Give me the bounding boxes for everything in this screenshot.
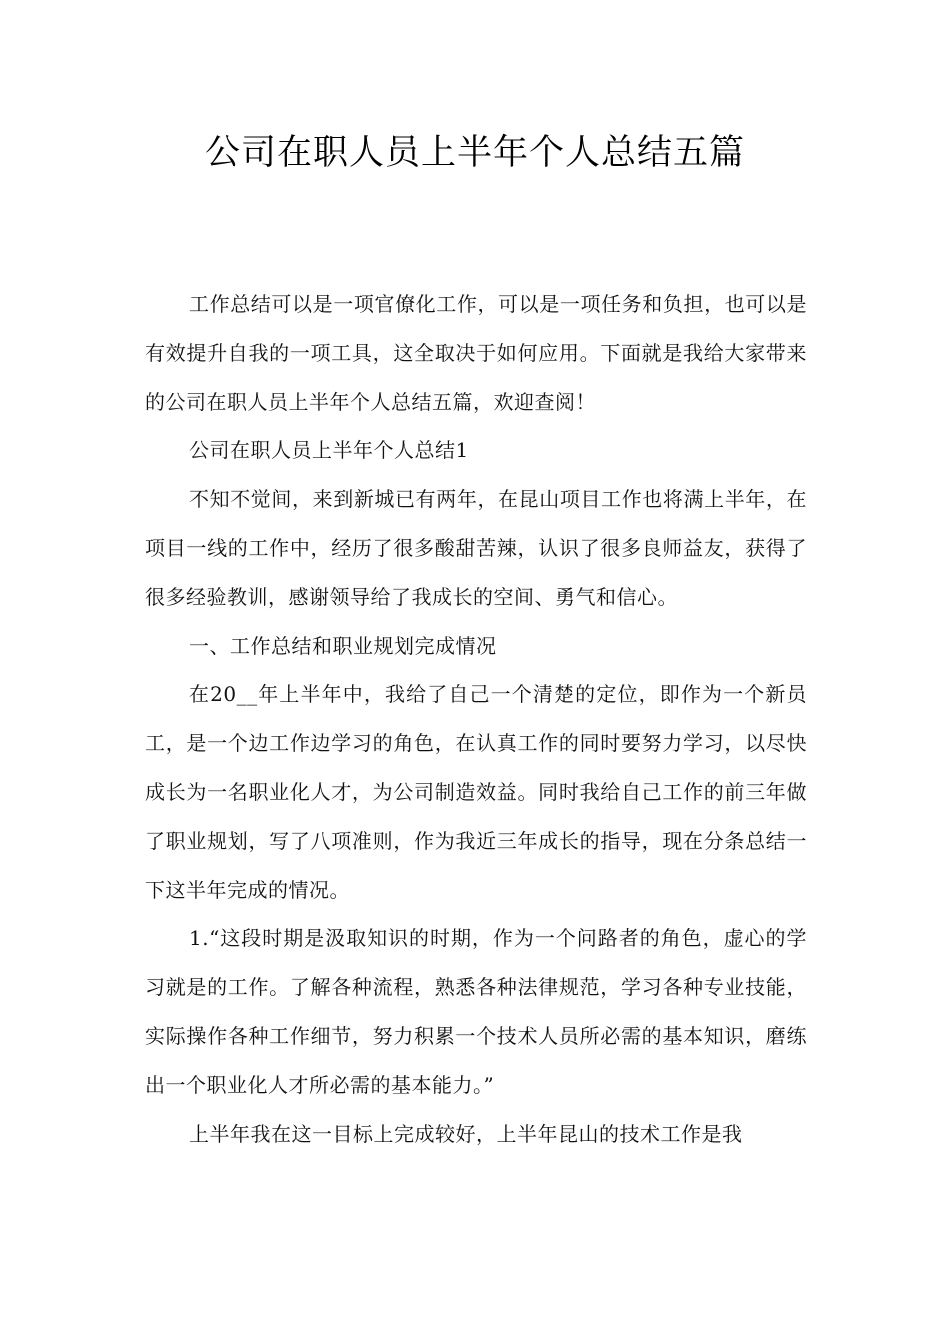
section-heading-part-1: 一、工作总结和职业规划完成情况 (189, 633, 497, 658)
body-paragraph: 在20__年上半年中，我给了自己一个清楚的定位，即作为一个新员工，是一个边工作边学习的角色，在认真工作的同时要努力学习，以尽快成长为一名职业化人才，为公司制造效益。同时我给自己工作的前三年做了职业规划，写了八项准则，作为我近三年成长的指导，现在分条总结一下这半年完成的情况。 (145, 682, 807, 902)
section-heading-summary-1: 公司在职人员上半年个人总结1 (189, 438, 469, 463)
document-title: 公司在职人员上半年个人总结五篇 (204, 133, 745, 173)
body-paragraph: 不知不觉间，来到新城已有两年，在昆山项目工作也将满上半年，在项目一线的工作中，经历了很多酸甜苦辣，认识了很多良师益友，获得了很多经验教训，感谢领导给了我成长的空间、勇气和信心。 (145, 487, 807, 609)
document-body (145, 280, 807, 1158)
body-paragraph: 上半年我在这一目标上完成较好，上半年昆山的技术工作是我 (189, 1121, 743, 1146)
numbered-paragraph: 1.“这段时期是汲取知识的时期，作为一个问路者的角色，虚心的学习就是的工作。了解各种流程，熟悉各种法律规范，学习各种专业技能，实际操作各种工作细节，努力积累一个技术人员所必需的基本知识，磨练出一个职业化人才所必需的基本能力。” (145, 926, 807, 1097)
intro-paragraph: 工作总结可以是一项官僚化工作，可以是一项任务和负担，也可以是有效提升自我的一项工具，这全取决于如何应用。下面就是我给大家带来的公司在职人员上半年个人总结五篇，欢迎查阅！ (145, 292, 807, 414)
